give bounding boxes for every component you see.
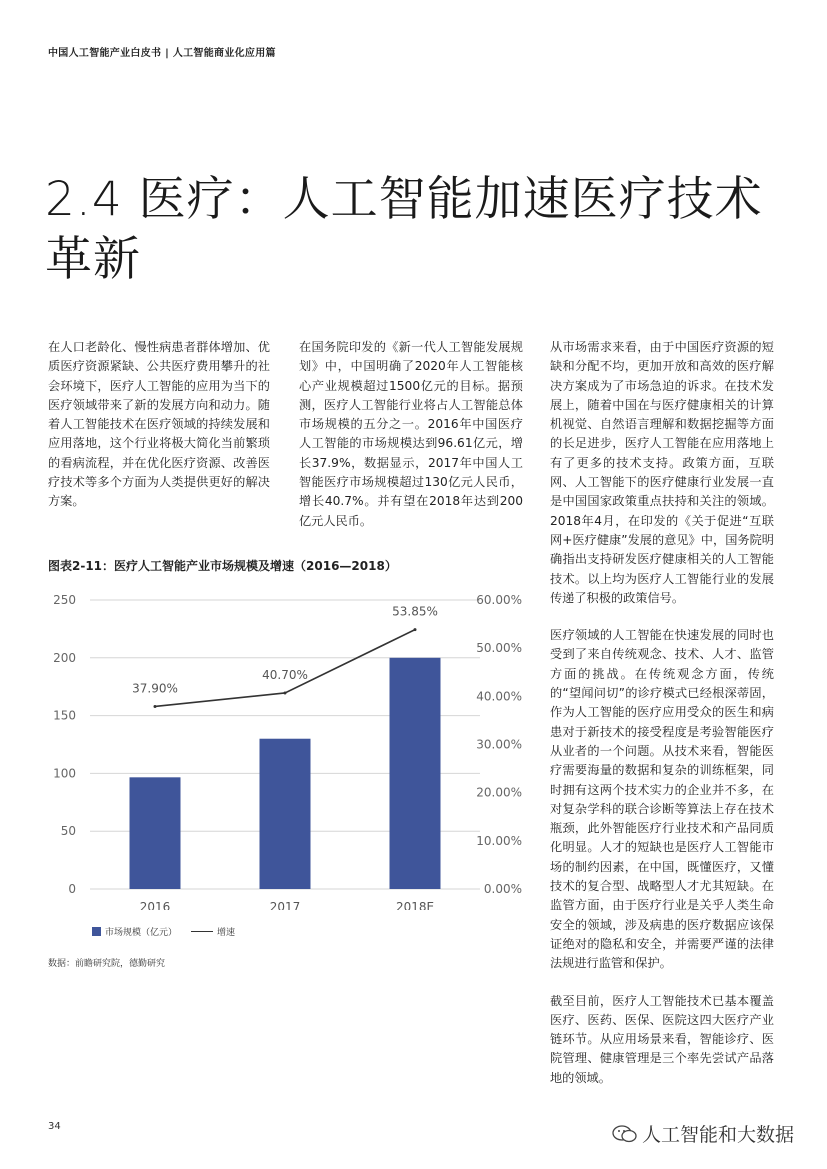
paragraph: 在人口老龄化、慢性病患者群体增加、优质医疗资源紧缺、公共医疗费用攀升的社会环境下，医疗人工智能的应用为当下的医疗领域带来了新的发展方向和动力。随着人工智能技术在医疗领域的持续发展和应用落地，这个行业将极大简化当前繁琐的看病流程，并在优化医疗资源、改善医疗技术等多个方面为人类提供更好的解决方案。 <box>48 340 270 509</box>
running-header: 中国人工智能产业白皮书 | 人工智能商业化应用篇 <box>48 48 276 59</box>
column-2 <box>299 338 523 549</box>
chart-source: 数据：前瞻研究院，德勤研究 <box>48 959 166 969</box>
line-legend-label: 增速 <box>217 928 236 938</box>
growth-point <box>414 628 417 631</box>
y2-tick-label: 60.00% <box>476 593 522 607</box>
x-tick-label: 2016 <box>139 900 171 910</box>
bar <box>390 658 441 889</box>
y2-tick-label: 40.00% <box>476 689 522 704</box>
line-legend-swatch <box>191 931 213 932</box>
bar-legend-swatch <box>92 927 101 936</box>
paragraph: 在国务院印发的《新一代人工智能发展规划》中，中国明确了2020年人工智能核心产业规模超过1500亿元的目标。据预测，医疗人工智能行业将占人工智能总体市场规模的五分之一。2016年中国医疗人工智能的市场规模达到96.61亿元，增长37.9%，数据显示，2017年中国人工智能医疗市场规模超过130亿元人民币，增长40.7%。并有望在2018年达到200亿元人民币。 <box>299 340 523 528</box>
x-tick-label: 2017 <box>269 900 301 910</box>
growth-point <box>154 705 157 708</box>
data-label: 40.70% <box>262 667 308 682</box>
y2-tick-label: 0.00% <box>483 882 522 896</box>
y-axis-left <box>53 593 76 896</box>
y-tick-label: 50 <box>60 824 76 839</box>
growth-point <box>284 691 287 694</box>
data-label: 37.90% <box>132 681 178 696</box>
y2-tick-label: 20.00% <box>476 785 522 800</box>
column-1 <box>48 338 270 530</box>
watermark-text: 人工智能和大数据 <box>642 1124 795 1146</box>
x-tick-label: 2018E <box>395 900 435 910</box>
y2-tick-label: 30.00% <box>476 737 522 752</box>
data-label: 53.85% <box>392 604 438 619</box>
y-axis-right <box>476 593 522 896</box>
page-number: 34 <box>48 1121 61 1132</box>
y2-tick-label: 10.00% <box>476 833 522 848</box>
y-tick-label: 100 <box>53 766 76 781</box>
y-tick-label: 250 <box>53 593 76 607</box>
bar <box>130 777 181 889</box>
chart-title: 图表2-11：医疗人工智能产业市场规模及增速（2016—2018） <box>48 559 397 573</box>
paragraph: 从市场需求来看，由于中国医疗资源的短缺和分配不均，更加开放和高效的医疗解决方案成为了市场急迫的诉求。在技术发展上，随着中国在与医疗健康相关的计算机视觉、自然语言理解和数据挖掘等方面的长足进步，医疗人工智能在应用落地上有了更多的技术支持。政策方面，互联网、人工智能下的医疗健康行业发展一直是中国国家政策重点扶持和关注的领域。2018年4月，在印发的《关于促进“互联网+医疗健康”发展的意见》中，国务院明确指出支持研发医疗健康相关的人工智能技术。以上均为医疗人工智能行业的发展传递了积极的政策信号。 <box>550 340 774 605</box>
y-tick-label: 0 <box>68 882 76 896</box>
watermark <box>612 1120 794 1147</box>
paragraph: 医疗领域的人工智能在快速发展的同时也受到了来自传统观念、技术、人才、监管方面的挑战。在传统观念方面，传统的“望闻问切”的诊疗模式已经根深蒂固，作为人工智能的医疗应用受众的医生和病患对于新技术的接受程度是考验智能医疗从业者的一个问题。从技术来看，智能医疗需要海量的数据和复杂的训练框架，同时拥有这两个技术实力的企业并不多，在对复杂学科的联合诊断等算法上存在技术瓶颈，此外智能医疗行业技术和产品同质化明显。人才的短缺也是医疗人工智能市场的制约因素，在中国，既懂医疗，又懂技术的复合型、战略型人才尤其短缺。在监管方面，由于医疗行业是关乎人类生命安全的领域，涉及病患的医疗数据应该保证绝对的隐私和安全，并需要严谨的法律法规进行监管和保护。 <box>550 628 774 971</box>
section-title: 2.4 医疗：人工智能加速医疗技术革新 <box>45 172 763 287</box>
market-size-chart <box>40 590 530 910</box>
chart-legend <box>92 925 235 938</box>
y-tick-label: 150 <box>53 708 76 723</box>
paragraph: 截至目前，医疗人工智能技术已基本覆盖医疗、医药、医保、医院这四大医疗产业链环节。从应用场景来看，智能诊疗、医院管理、健康管理是三个率先尝试产品落地的领域。 <box>550 993 774 1085</box>
bar-legend-label: 市场规模（亿元） <box>105 928 178 938</box>
bar <box>260 739 311 889</box>
y-tick-label: 200 <box>53 650 76 665</box>
wechat-icon <box>612 1124 638 1144</box>
x-axis <box>140 900 434 910</box>
column-3 <box>550 338 774 1106</box>
y2-tick-label: 50.00% <box>476 641 522 656</box>
